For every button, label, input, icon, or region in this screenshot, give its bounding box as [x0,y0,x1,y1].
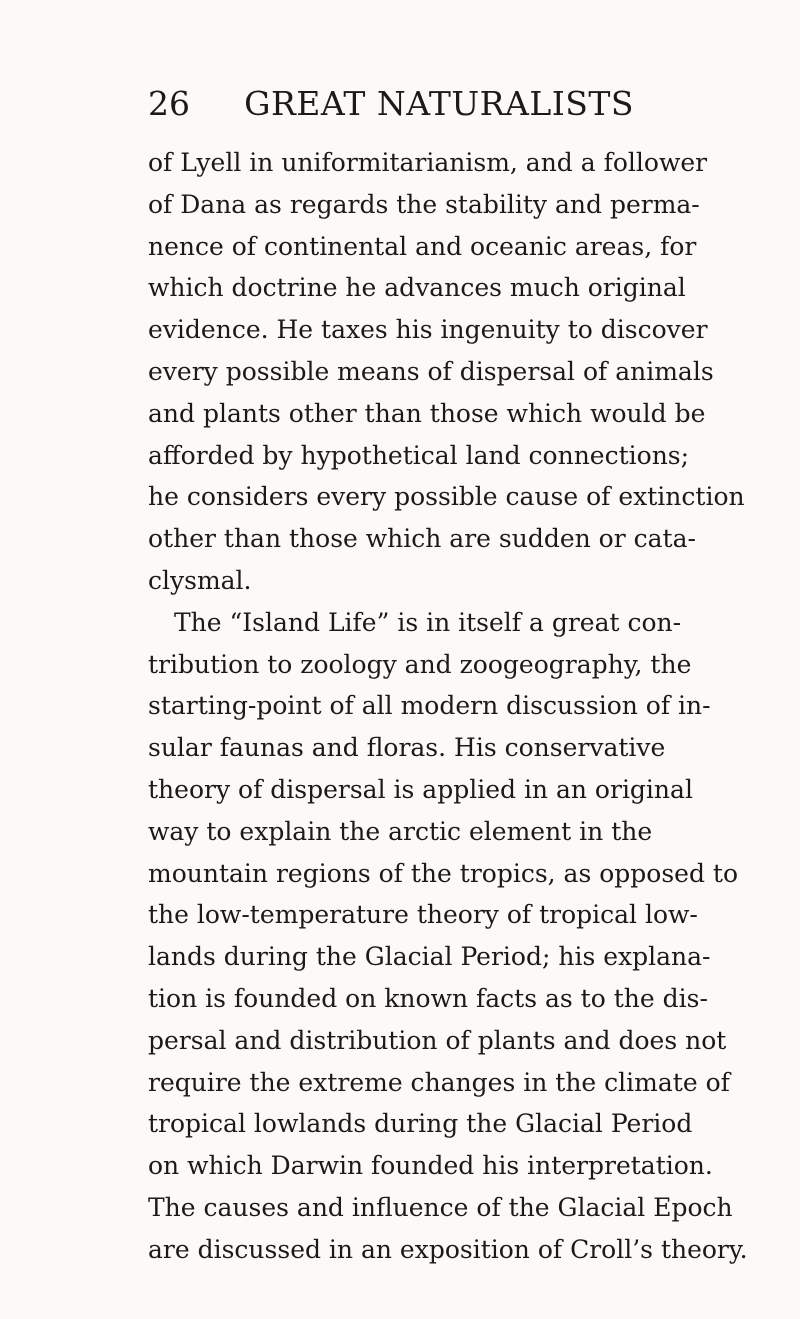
text-line: lands during the Glacial Period; his explana- [148,942,711,972]
text-line: tropical lowlands during the Glacial Period [148,1109,693,1139]
page-number: 26 [148,84,190,123]
text-line: he considers every possible cause of extinction [148,482,745,512]
text-line: persal and distribution of plants and does not [148,1025,727,1055]
text-line: clysmal. [148,565,252,595]
text-line: sular faunas and floras. His conservative [148,733,666,763]
text-line: other than those which are sudden or cata- [148,524,696,554]
text-line: afforded by hypothetical land connections; [148,440,690,470]
text-line: and plants other than those which would be [148,398,706,428]
running-header [148,82,634,126]
text-line: are discussed in an exposition of Croll’s theory. [148,1234,748,1264]
text-line: every possible means of dispersal of animals [148,356,714,386]
text-line: nence of continental and oceanic areas, for [148,231,697,261]
text-line: of Dana as regards the stability and perma- [148,189,700,219]
text-line: require the extreme changes in the climate of [148,1067,730,1097]
paragraph-start-line: The “Island Life” is in itself a great con- [174,607,682,637]
text-line: evidence. He taxes his ingenuity to discover [148,315,708,345]
text-line: mountain regions of the tropics, as opposed to [148,858,739,888]
text-line: of Lyell in uniformitarianism, and a follower [148,148,708,177]
text-line: which doctrine he advances much original [148,273,686,303]
running-title: GREAT NATURALISTS [244,84,634,123]
text-line: the low-temperature theory of tropical low- [148,900,698,930]
text-line: way to explain the arctic element in the [148,816,653,846]
text-line: The causes and influence of the Glacial Epoch [148,1192,733,1222]
body-text [148,142,748,1271]
text-line: tribution to zoology and zoogeography, the [148,649,692,679]
text-line: on which Darwin founded his interpretation. [148,1151,713,1181]
text-line: tion is founded on known facts as to the dis- [148,983,708,1013]
text-line: theory of dispersal is applied in an original [148,774,693,804]
text-line: starting-point of all modern discussion of in- [148,691,711,721]
